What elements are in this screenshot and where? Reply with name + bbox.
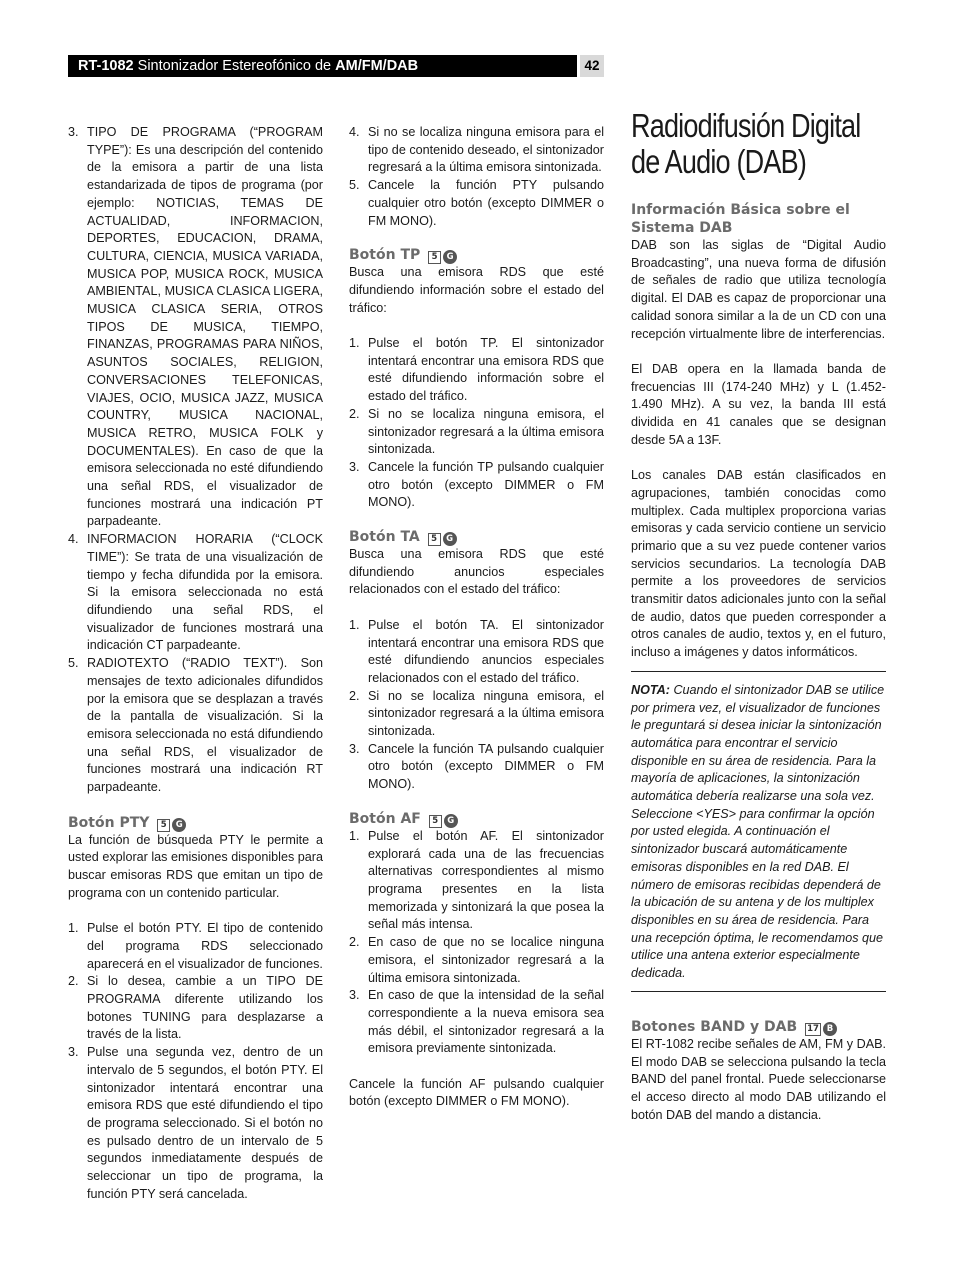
list-item: 4. Si no se localiza ninguna emisora para el tipo de contenido deseado, el sintonizador regresará a la última emisora sintonizada. [349,125,604,175]
af-heading: Botón AF 5 G [349,810,604,828]
button-number-icon: 5 [428,533,441,546]
list-item: 3. En caso de que la intensidad de la señal correspondiente a la nueva emisora sea más débil, el sintonizador regresará a la emisora previamente sintonizada. [349,988,604,1056]
page-header [68,55,577,77]
note-text: Cuando el sintonizador DAB se utilice por primera vez, el visualizador de funciones le preguntará si desea iniciar la sintonización automática para encontrar el servicio disponible en su área de residencia. Para la mayoría de aplicaciones, la sintonización automática debería realizarse una sola vez. Seleccione <YES> para confirmar la opción por usted elegida. A continuación el sintonizador buscará automáticamente emisoras disponibles en la red DAB. El número de emisoras recibidas dependerá de la ubicación de su antena y de los multiplex disponibles en su área de residencia. Para una recepción óptima, le recomendamos que utilice una antena exterior especialmente dedicada. [631,682,885,981]
column-1 [68,124,323,1203]
list-item: 2. Si no se localiza ninguna emisora, el sintonizador regresará a la última emisora sintonizada. [349,688,604,739]
pty-heading: Botón PTY 5 G [68,814,323,832]
page-number: 42 [580,55,604,77]
note-label: NOTA: [631,682,670,697]
tp-intro: Busca una emisora RDS que esté difundiendo información sobre el estado del tráfico: [349,265,604,315]
list-item: 5. RADIOTEXTO (“RADIO TEXT”). Son mensajes de texto adicionales difundidos por la emisora que se desplazan a través de la pantalla de visualización. Si la emisora seleccionada no está difundiendo una señal RDS, el visualizador de funciones mostrará una indicación RT parpadeante. [68,656,323,795]
ta-steps [349,617,604,794]
button-number-icon: 5 [428,251,441,264]
note-box [631,671,886,992]
section-title: Radiodifusión Digital de Audio (DAB) [631,107,861,180]
tp-heading: Botón TP 5 G [349,246,604,264]
band-heading: Botones BAND y DAB 17 B [631,1018,886,1036]
button-number-icon: 17 [805,1023,821,1036]
list-item: 3. TIPO DE PROGRAMA (“PROGRAM TYPE”): Es una descripción del contenido de la emisora a partir de una lista estandarizada de tipos de programa (por ejemplo: NOTICIAS, TEMAS DE ACTUALIDAD, INFORMACION, DEPORTES, EDUCACION, DRAMA, CULTURA, CIENCIA, MUSICA VARIADA, MUSICA POP, MUSICA ROCK, MUSICA AMBIENTAL, MUSICA CLASICA LIGERA, MUSICA CLASICA SERIA, OTROS TIPOS DE MUSICA, TIEMPO, FINANZAS, PROGRAMAS PARA NIÑOS, ASUNTOS SOCIALES, RELIGION, CONVERSACIONES TELEFONICAS, VIAJES, OCIO, MUSICA JAZZ, MUSICA COUNTRY, MUSICA NACIONAL, MUSICA RETRO, MUSICA FOLK y DOCUMENTALES). En caso de que la emisora seleccionada no esté difundiendo una señal RDS, el visualizador de funciones mostrará una indicación PT parpadeante. [68,125,323,529]
list-item: 3. Cancele la función TP pulsando cualquier otro botón (excepto DIMMER o FM MONO). [349,459,604,510]
list-item: 2. En caso de que no se localice ninguna emisora, el sintonizador regresará a la última emisora sintonizada. [349,935,604,985]
pty-steps-cont [349,124,604,230]
remote-letter-icon: G [172,818,186,832]
dab-para-2: El DAB opera en la llamada banda de frecuencias III (174-240 MHz) y L (1.452-1.490 MHz). A su vez, la banda III está dividida en 41 canales que se designan desde 5A a 13F. [631,361,886,447]
list-item: 1. Pulse el botón TP. El sintonizador intentará encontrar una emisora RDS que esté difundiendo información sobre el estado del tráfico. [349,336,604,404]
header-title: Sintonizador Estereofónico de [137,58,332,74]
list-item: 3. Pulse una segunda vez, dentro de un intervalo de 5 segundos, el botón PTY. El sintonizador intentará encontrar una emisora RDS que esté difundiendo el tipo de programa seleccionado. Si el botón no es pulsado dentro de un intervalo de 5 segundos inmediatamente después de seleccionar un tipo de programa, la función PTY será cancelada. [68,1045,323,1201]
ta-intro: Busca una emisora RDS que esté difundiendo anuncios especiales relacionados con el estado del tráfico: [349,547,604,597]
remote-letter-icon: G [443,532,457,546]
header-bands: AM/FM/DAB [335,58,419,74]
tp-steps [349,335,604,512]
remote-letter-icon: B [823,1022,837,1036]
list-item: 4. INFORMACION HORARIA (“CLOCK TIME”): Se trata de una visualización de tiempo y fecha difundida por la emisora. Si la emisora seleccionada no está difundiendo una señal RDS, el visualizador de funciones mostrará una indicación CT parpadeante. [68,532,323,653]
band-text: El RT-1082 recibe señales de AM, FM y DAB. El modo DAB se selecciona pulsando la tecla BAND del panel frontal. Puede seleccionarse el acceso directo al modo DAB utilizando el botón DAB del mando a distancia. [631,1036,886,1122]
rds-info-list [68,124,323,797]
basic-heading: Información Básica sobre el Sistema DAB [631,202,850,236]
remote-letter-icon: G [443,250,457,264]
pty-steps [68,920,323,1203]
dab-para-1: DAB son las siglas de “Digital Audio Broadcasting”, una nueva forma de difusión de señales de radio que utiliza tecnología digital. El DAB es capaz de proporcionar una calidad sonora similar a la de un CD con una recepción virtualmente libre de interferencias. [631,238,886,341]
list-item: 1. Pulse el botón AF. El sintonizador explorará cada una de las frecuencias alternativas correspondientes al mismo programa presentes en la lista memorizada y sintonizará la que posea la señal más intensa. [349,828,604,932]
column-2 [349,124,604,1111]
list-item: 3. Cancele la función TA pulsando cualquier otro botón (excepto DIMMER o FM MONO). [349,741,604,792]
header-model: RT-1082 [78,58,134,74]
remote-letter-icon: G [444,814,458,828]
af-steps [349,828,604,1058]
button-number-icon: 5 [429,815,442,828]
list-item: 1. Pulse el botón PTY. El tipo de contenido del programa RDS seleccionado aparecerá en el visualizador de funciones. [68,921,323,971]
list-item: 2. Si lo desea, cambie a un TIPO DE PROGRAMA diferente utilizando los botones TUNING para desplazarse a través de la lista. [68,974,323,1042]
ta-heading: Botón TA 5 G [349,528,604,546]
dab-para-3: Los canales DAB están clasificados en agrupaciones, también conocidas como multiplex. Cada multiplex proporciona varias emisoras y cada servicio contiene un servicio primario que a su vez puede contener varios servicios secundarios. La tecnología DAB permite a los proveedores de servicios transmitir datos adicionales junto con la señal de audio, datos que pueden corresponder a otros canales de audio, textos y, en el futuro, incluso a imágenes y datos informáticos. [631,468,886,660]
button-number-icon: 5 [157,819,170,832]
list-item: 5. Cancele la función PTY pulsando cualquier otro botón (excepto DIMMER o FM MONO). [349,178,604,228]
list-item: 1. Pulse el botón TA. El sintonizador intentará encontrar una emisora RDS que esté difundiendo anuncios especiales relacionados con el estado del tráfico. [349,617,604,685]
pty-intro: La función de búsqueda PTY le permite a usted explorar las emisiones disponibles para buscar emisoras RDS que emitan un tipo de programa con un contenido particular. [68,832,323,900]
af-cancel: Cancele la función AF pulsando cualquier botón (excepto DIMMER o FM MONO). [349,1076,604,1109]
list-item: 2. Si no se localiza ninguna emisora, el sintonizador regresará a la última emisora sintonizada. [349,406,604,457]
column-3 [631,108,886,1124]
